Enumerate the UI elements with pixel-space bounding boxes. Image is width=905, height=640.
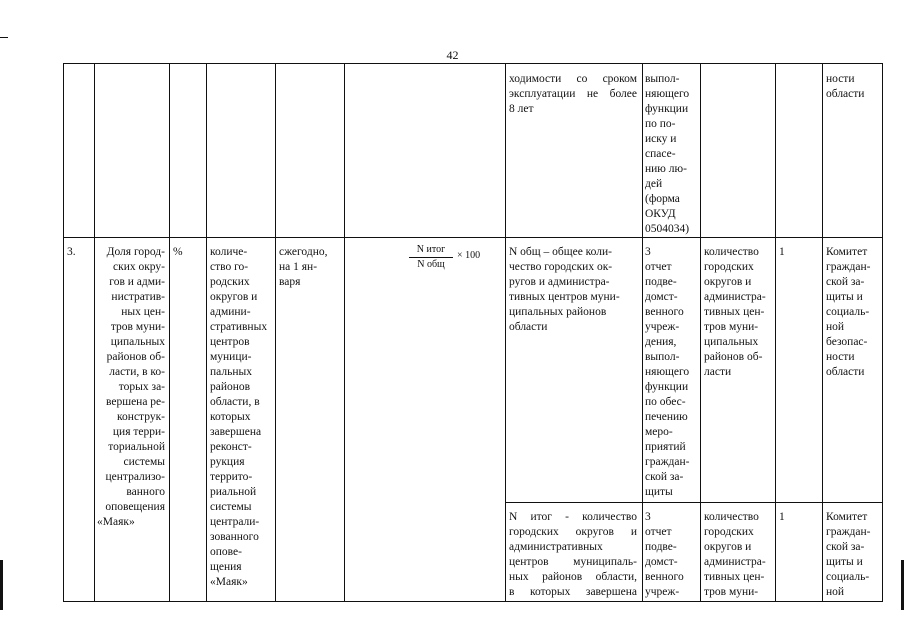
- formula-denominator: N общ: [417, 259, 445, 270]
- observation-population: количество городских округов и администра- тивных цен- тров муни- ципальных районов об- ласти: [704, 246, 766, 378]
- continuation-method-text: ходимости со сроком эксплуатации не более 8 лет: [509, 73, 637, 115]
- responsible-body: Комитет граждан- ской за- щиты и социаль- ной безопас- ности области: [826, 246, 871, 378]
- page-number: 42: [446, 48, 459, 62]
- variable-description: N итог - количество городских округов и административных центров муниципаль- ных районов области, в которых завершена: [509, 511, 637, 598]
- scan-edge-mark: [901, 560, 904, 610]
- table-column-divider: [700, 64, 701, 601]
- formula-numerator: N итог: [416, 244, 446, 255]
- unit-of-measure: %: [173, 246, 183, 258]
- table-column-divider: [169, 64, 170, 601]
- collection-method: 1: [779, 511, 785, 523]
- observation-population: количество городских округов и администра- тивных цен- тров муни-: [704, 511, 766, 598]
- row-number: 3.: [67, 246, 76, 258]
- table-column-divider: [94, 64, 95, 601]
- table-column-divider: [822, 64, 823, 601]
- calculation-formula: [409, 244, 499, 271]
- formula-multiplier: × 100: [457, 250, 481, 261]
- formula-fraction-bar: [409, 257, 453, 258]
- scan-edge-mark: [0, 37, 8, 38]
- indicator-definition: количе- ство го- родских округов и админи- стративных центров муници- пальных районов области, в которых завершена реконст- рукция террито- риальной системы централи- зованного опове- щения «Маяк»: [210, 246, 268, 588]
- table-column-divider: [344, 64, 345, 601]
- data-source: 3 отчет подве- домст- венного учреж-: [645, 511, 684, 598]
- table-column-divider: [505, 64, 506, 601]
- table-column-divider: [275, 64, 276, 601]
- periodicity: сжегодно, на 1 ян- варя: [279, 246, 328, 288]
- scan-edge-mark: [0, 560, 3, 610]
- table-column-divider: [642, 64, 643, 601]
- variable-description: N общ – общее коли- чество городских ок- ругов и администра- тивных центров муни- ципальных районов области: [509, 246, 620, 333]
- table-column-divider: [775, 64, 776, 601]
- table-column-divider: [206, 64, 207, 601]
- indicator-table: [63, 63, 883, 602]
- collection-method: 1: [779, 246, 785, 258]
- table-row-divider: [64, 237, 882, 238]
- data-source: 3 отчет подве- домст- венного учреж- дения, выпол- няющего функции по обес- печению меро- приятий граждан- ской за- щиты: [645, 246, 690, 498]
- indicator-name: Доля город- ских окру- гов и адми- нистратив- ных цен- тров муни- ципальных районов об- ласти, в ко- торых за- вершена ре- конструк- ция терри- ториальной системы централизо- ванного оповещения «Маяк»: [97, 246, 165, 528]
- continuation-responsible-text: ности области: [826, 73, 865, 100]
- responsible-body: Комитет граждан- ской за- щиты и социаль- ной: [826, 511, 871, 598]
- table-row-divider: [505, 502, 882, 503]
- continuation-source-text: выпол- няющего функции по по- иску и спасе- нию лю- дей (форма ОКУД 0504034): [645, 73, 690, 235]
